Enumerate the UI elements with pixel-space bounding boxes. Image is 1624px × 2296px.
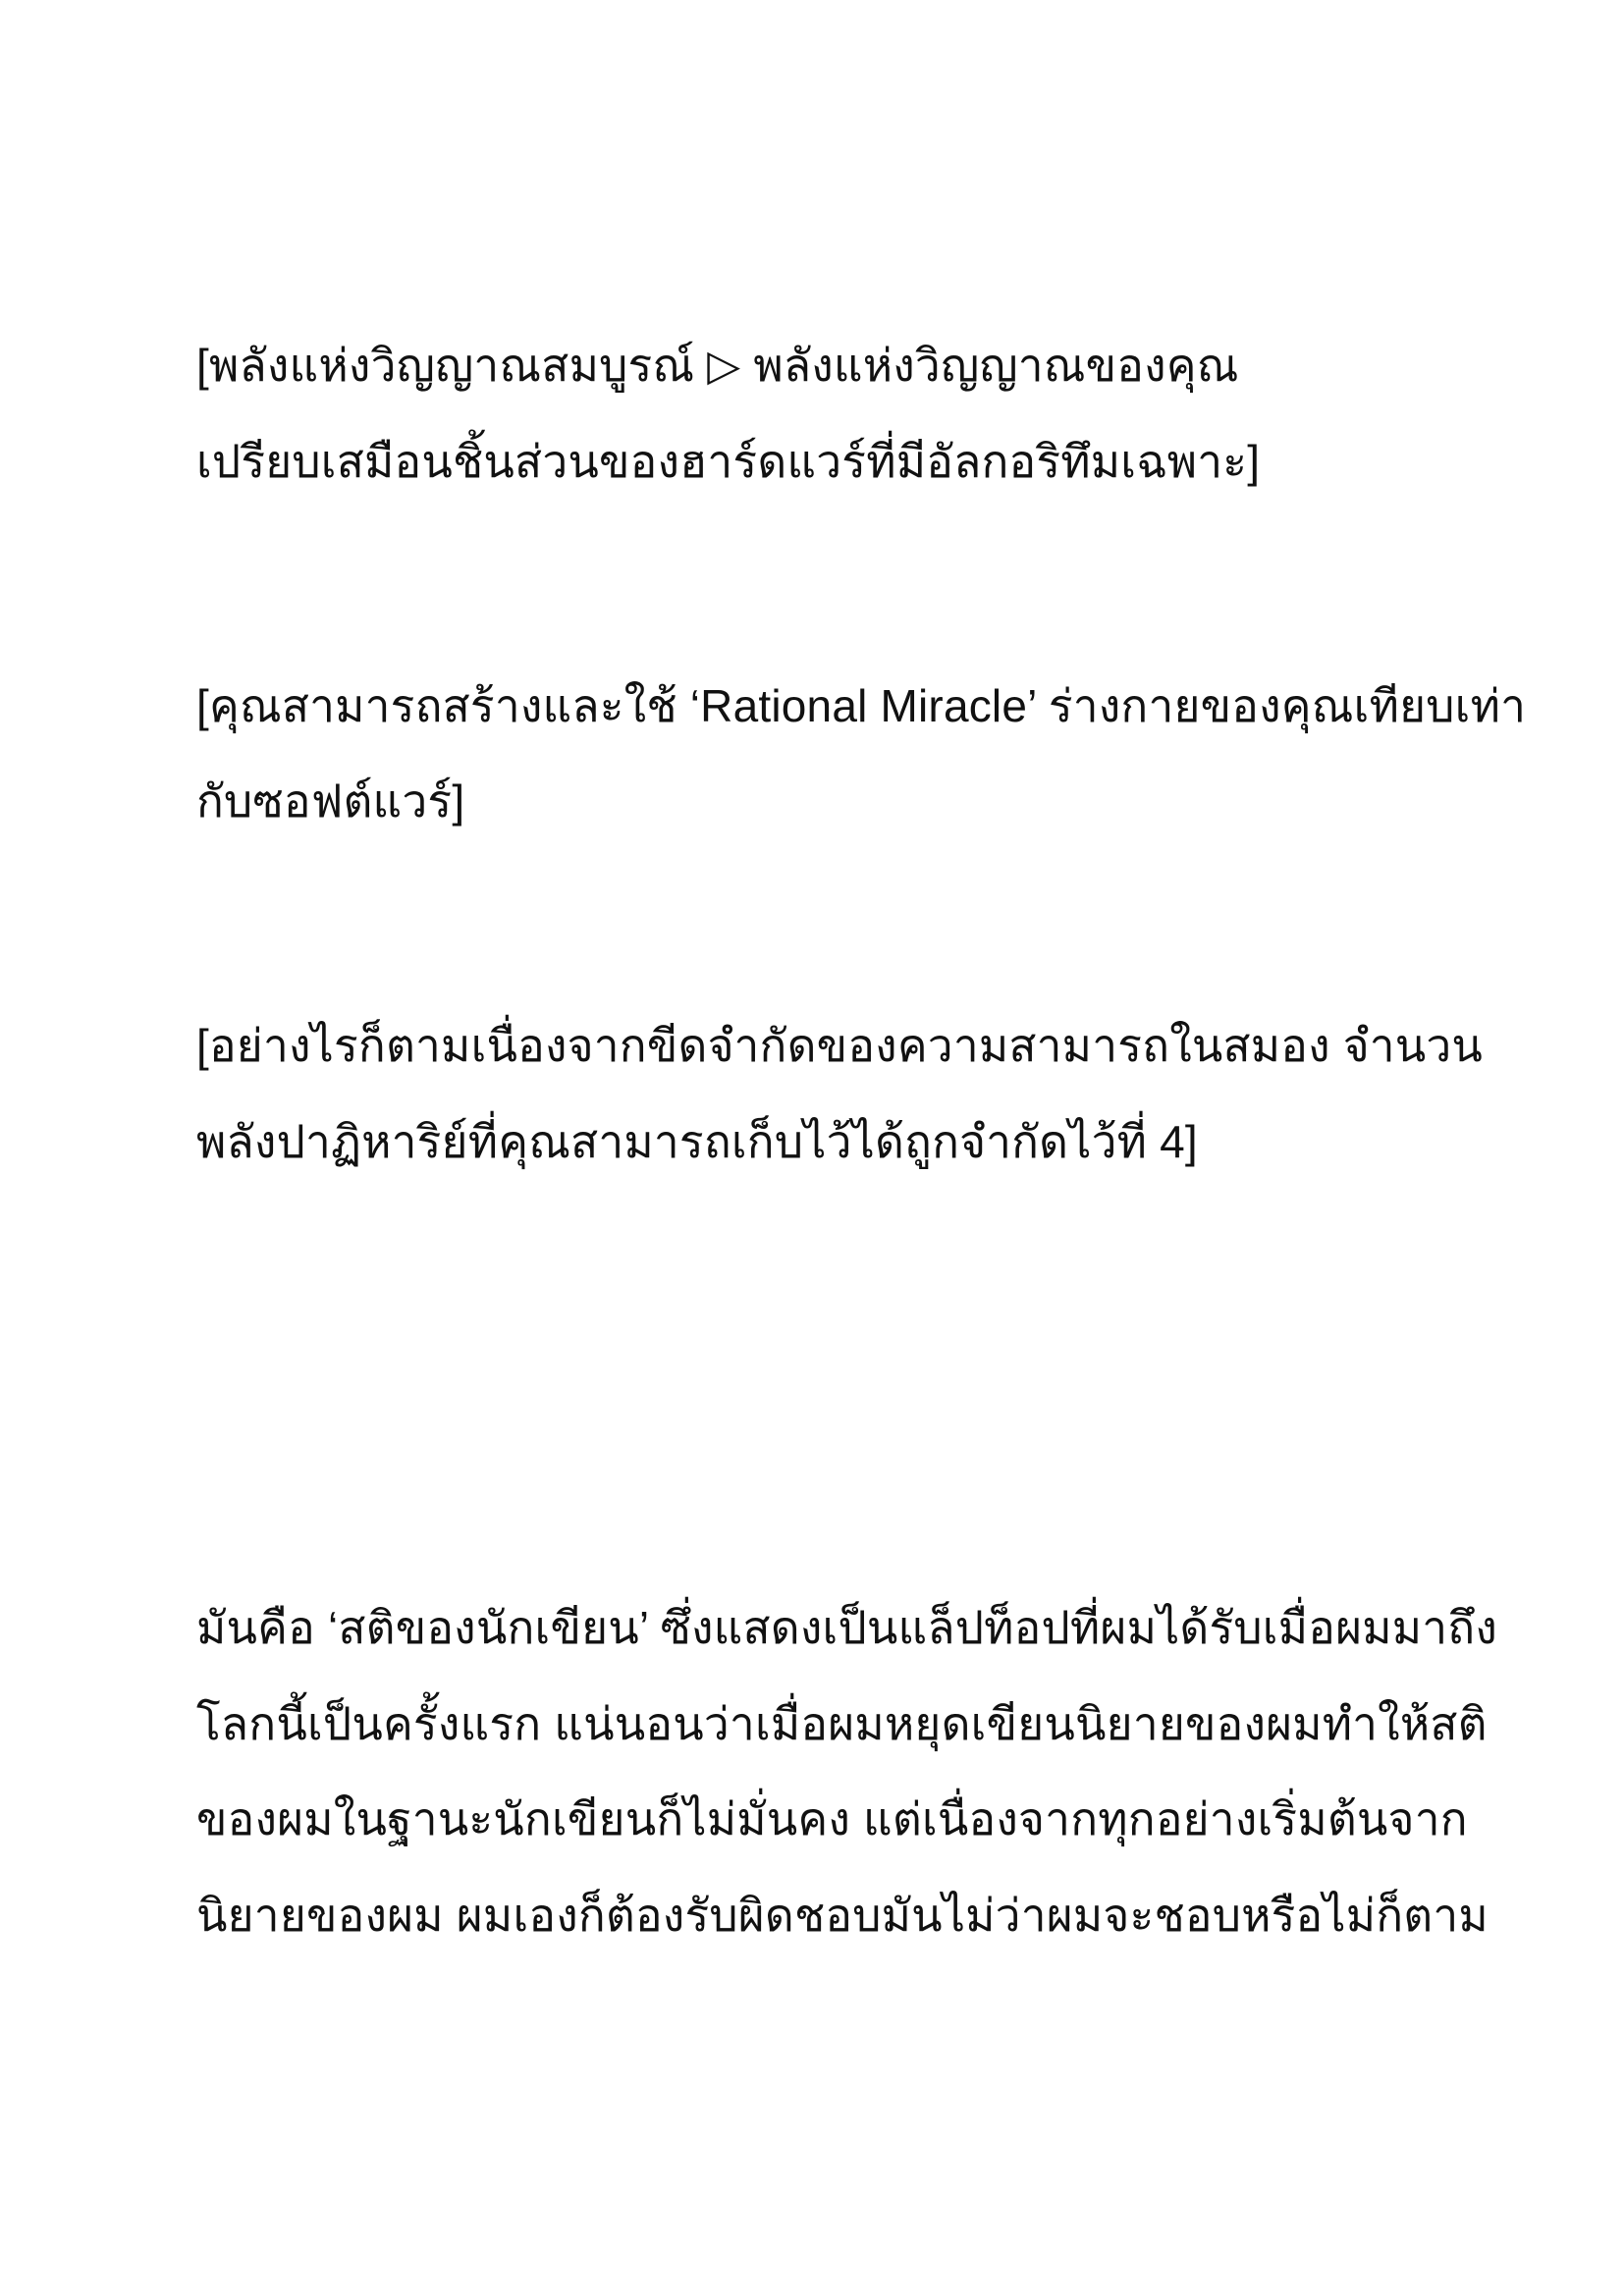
- narration-line-3: ของผมในฐานะนักเขียนก็ไม่มั่นคง แต่เนื่องจากทุกอย่างเริ่มต้นจาก: [196, 1793, 1468, 1844]
- play-triangle-icon: ▷: [707, 342, 741, 390]
- system-message-1-text-end: พลังแห่งวิญญาณของคุณ: [753, 340, 1239, 391]
- system-message-2-line-1: [คุณสามารถสร้างและใช้ ‘Rational Miracle’ ร่างกายของคุณเทียบเท่า: [196, 680, 1527, 731]
- system-message-3-line-2: พลังปาฏิหาริย์ที่คุณสามารถเก็บไว้ได้ถูกจำกัดไว้ที่ 4]: [196, 1116, 1198, 1167]
- system-message-1-text-start: [พลังแห่งวิญญาณสมบูรณ์: [196, 340, 695, 391]
- system-message-1-line-2: เปรียบเสมือนชิ้นส่วนของฮาร์ดแวร์ที่มีอัลกอริทึมเฉพาะ]: [196, 436, 1261, 487]
- narration-line-4: นิยายของผม ผมเองก็ต้องรับผิดชอบมันไม่ว่าผมจะชอบหรือไม่ก็ตาม: [196, 1890, 1489, 1941]
- system-message-2-line-2: กับซอฟต์แวร์]: [196, 775, 465, 827]
- system-message-1-line-1: [196, 336, 1239, 397]
- narration-line-2: โลกนี้เป็นครั้งแรก แน่นอนว่าเมื่อผมหยุดเขียนนิยายของผมทำให้สติ: [196, 1698, 1488, 1749]
- narration-line-1: มันคือ ‘สติของนักเขียน’ ซึ่งแสดงเป็นแล็ปท็อปที่ผมได้รับเมื่อผมมาถึง: [196, 1602, 1498, 1653]
- system-message-3-line-1: [อย่างไรก็ตามเนื่องจากขีดจำกัดของความสามารถในสมอง จำนวน: [196, 1020, 1484, 1071]
